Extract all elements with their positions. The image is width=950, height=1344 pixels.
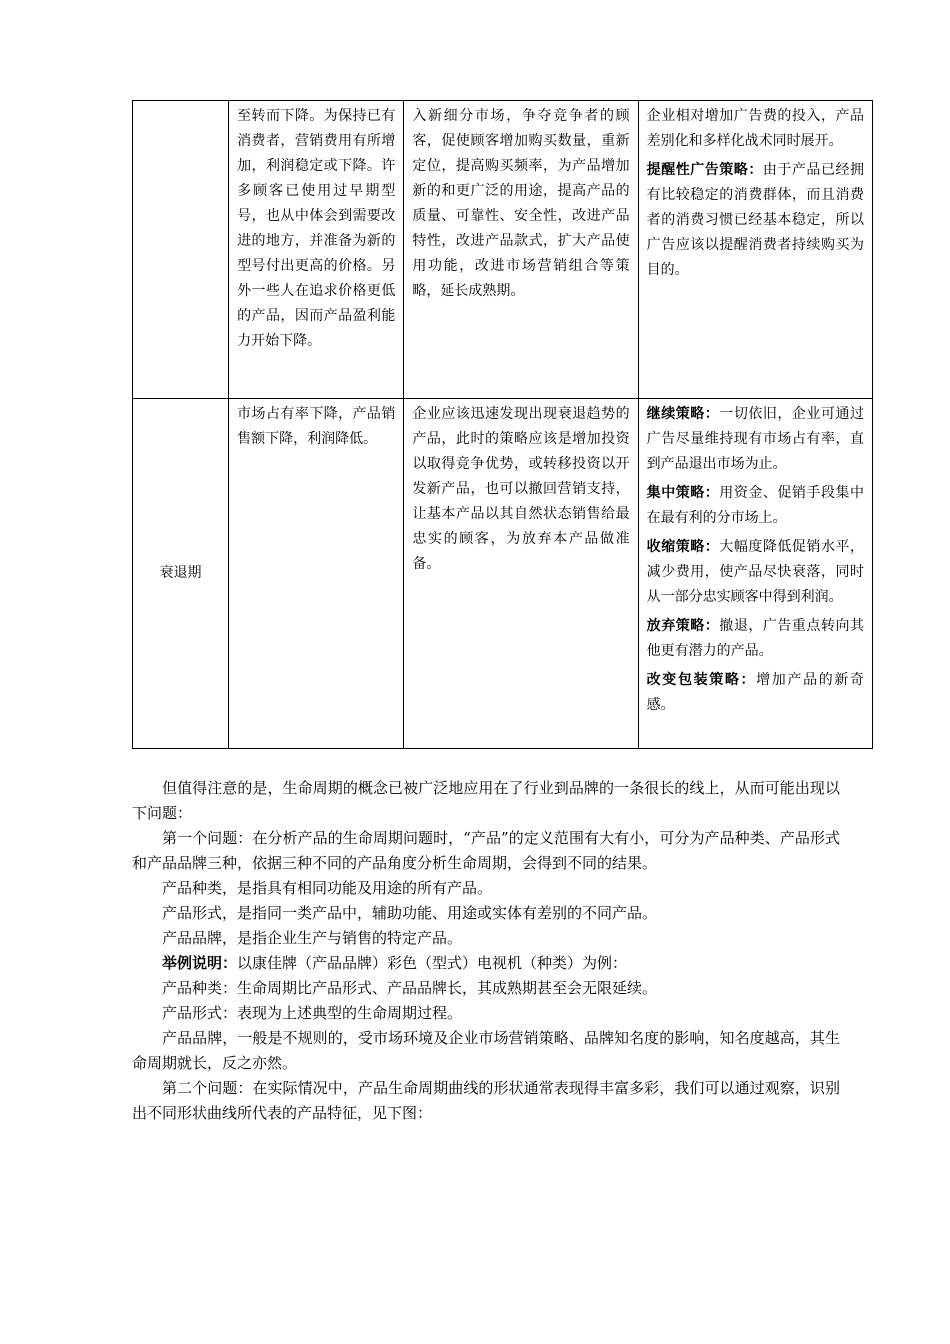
paragraph: 第二个问题：在实际情况中，产品生命周期曲线的形状通常表现得丰富多彩，我们可以通过观察，识别出不同形状曲线所代表的产品特征，见下图： (132, 1079, 840, 1122)
example-label: 举例说明： (162, 954, 238, 972)
paragraph: 产品品牌，一般是不规则的，受市场环境及企业市场营销策略、品牌知名度的影响，知名度越高，其生命周期就长，反之亦然。 (132, 1029, 840, 1072)
ad-item (647, 402, 864, 477)
ad-item-label: 继续策略： (646, 406, 720, 422)
paragraph: 第一个问题：在分析产品的生命周期问题时，“产品”的定义范围有大有小，可分为产品种类、产品形式和产品品牌三种，依据三种不同的产品角度分析生命周期，会得到不同的结果。 (132, 829, 840, 872)
ad-item-text: 一切依旧，企业可通过广告尽量维持现有市场占有率，直到产品退出市场为止。 (646, 406, 865, 472)
body-text (132, 776, 840, 1126)
ad-strategy-cell (638, 101, 872, 399)
characteristics-cell (229, 101, 404, 399)
table-row-decline (133, 399, 873, 749)
characteristics-text: 市场占有率下降，产品销售额下降，利润降低。 (237, 406, 396, 447)
ad-item (647, 481, 864, 531)
ad-item-label: 提醒性广告策略： (646, 162, 763, 178)
ad-item (647, 535, 864, 610)
table-row-maturity-continued (133, 101, 873, 399)
ad-item-text: 大幅度降低促销水平，减少费用，使产品尽快衰落，同时从一部分忠实顾客中得到利润。 (646, 539, 865, 605)
ad-strategy-cell (638, 399, 872, 749)
ad-item-text: 由于产品已经拥有比较稳定的消费群体，而且消费者的消费习惯已经基本稳定，所以广告应该以提醒消费者持续购买为目的。 (646, 162, 864, 278)
ad-item-label: 集中策略： (646, 485, 720, 501)
ad-item-label: 放弃策略： (646, 618, 720, 634)
ad-item-label: 改变包装策略： (646, 672, 757, 688)
paragraph: 产品种类：生命周期比产品形式、产品品牌长，其成熟期甚至会无限延续。 (162, 979, 658, 997)
paragraph: 产品种类，是指具有相同功能及用途的所有产品。 (162, 879, 493, 897)
paragraph: 产品形式，是指同一类产品中，辅助功能、用途或实体有差别的不同产品。 (162, 904, 658, 922)
ad-intro-text: 企业相对增加广告费的投入，产品差别化和多样化战术同时展开。 (646, 108, 864, 149)
stage-cell-decline: 衰退期 (133, 399, 229, 749)
paragraph: 产品形式：表现为上述典型的生命周期过程。 (162, 1004, 463, 1022)
ad-item (647, 158, 864, 283)
strategy-cell (404, 399, 638, 749)
lifecycle-table (132, 100, 873, 749)
ad-item (647, 614, 864, 664)
ad-item-text: 撤退，广告重点转向其他更有潜力的产品。 (646, 618, 865, 659)
ad-item (647, 668, 864, 718)
strategy-text: 入新细分市场，争夺竞争者的顾客，促使顾客增加购买数量，重新定位，提高购买频率，为产品增加新的和更广泛的用途，提高产品的质量、可靠性、安全性，改进产品特性，改进产品款式，扩大产品使用功能，改进市场营销组合等策略，延长成熟期。 (412, 108, 630, 299)
characteristics-cell (229, 399, 404, 749)
example-text: 以康佳牌（产品品牌）彩色（型式）电视机（种类）为例： (237, 954, 628, 972)
ad-item-label: 收缩策略： (646, 539, 720, 555)
characteristics-text: 至转而下降。为保持已有消费者，营销费用有所增加，利润稳定或下降。许多顾客已使用过早期型号，也从中体会到需要改进的地方，并准备为新的型号付出更高的价格。另外一些人在追求价格更低的产品，因而产品盈利能力开始下降。 (237, 108, 396, 349)
strategy-cell (404, 101, 638, 399)
paragraph-example (132, 951, 840, 976)
paragraph: 但值得注意的是，生命周期的概念已被广泛地应用在了行业到品牌的一条很长的线上，从而可能出现以下问题： (132, 779, 840, 822)
ad-item-text: 增加产品的新奇感。 (646, 672, 864, 713)
strategy-text: 企业应该迅速发现出现衰退趋势的产品，此时的策略应该是增加投资以取得竞争优势，或转移投资以开发新产品，也可以撤回营销支持，让基本产品以其自然状态销售给最忠实的顾客，为放弃本产品做准备。 (412, 406, 630, 572)
stage-cell-empty (133, 101, 229, 399)
paragraph: 产品品牌，是指企业生产与销售的特定产品。 (162, 929, 463, 947)
ad-item-text: 用资金、促销手段集中在最有利的分市场上。 (646, 485, 865, 526)
